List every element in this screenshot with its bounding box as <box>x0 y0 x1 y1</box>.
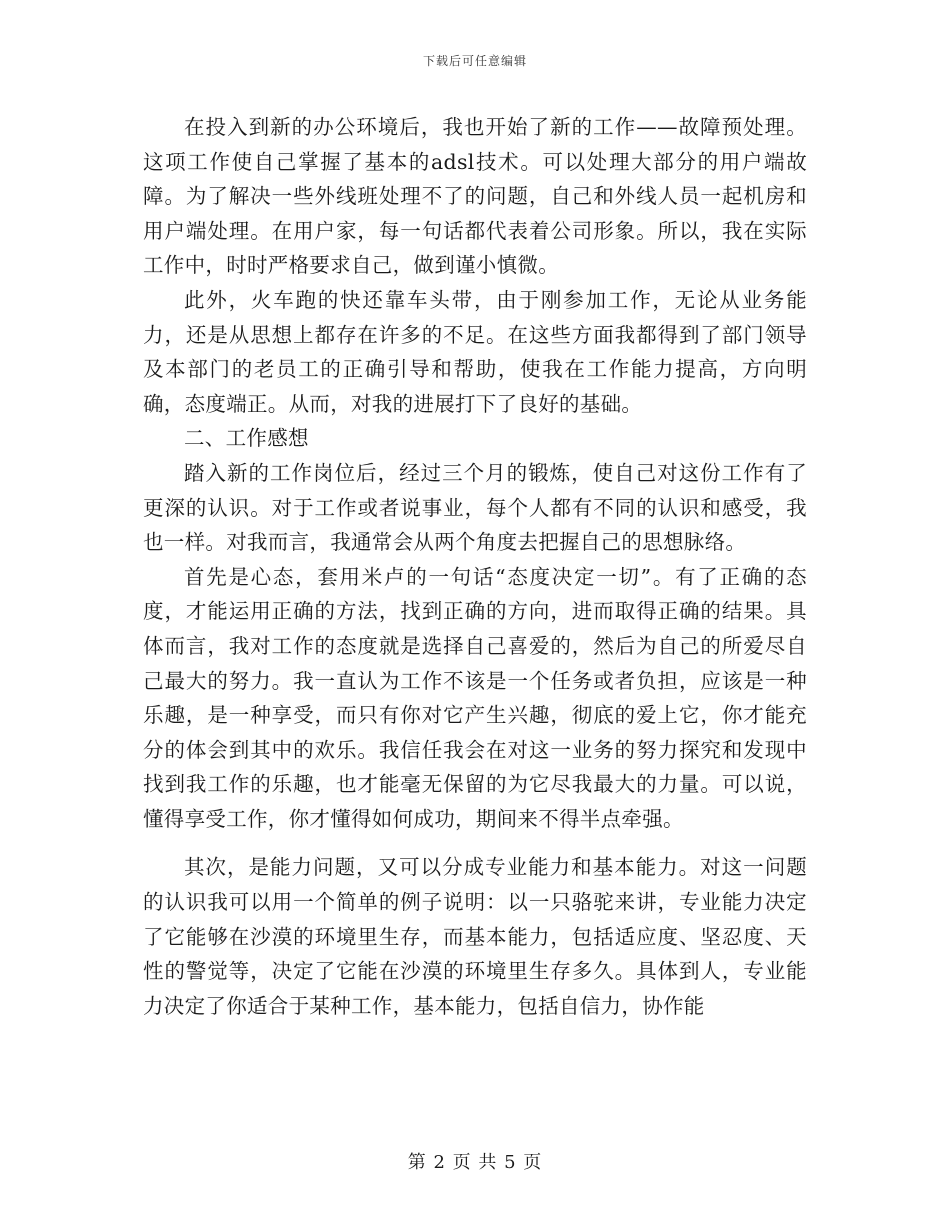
section-heading-work-reflections: 二、工作感想 <box>184 426 309 451</box>
page-number: 第 2 页 共 5 页 <box>407 1152 543 1173</box>
document-body <box>143 110 807 1023</box>
paragraph-guidance: 此外，火车跑的快还靠车头带，由于刚参加工作，无论从业务能力，还是从思想上都存在许多的不足。在这些方面我都得到了部门领导及本部门的老员工的正确引导和帮助，使我在工作能力提高，方向明确，态度端正。从而，对我的进展打下了良好的基础。 <box>143 287 807 416</box>
paragraph-fault-preprocessing: 在投入到新的办公环境后，我也开始了新的工作——故障预处理。这项工作使自己掌握了基本的adsl技术。可以处理大部分的用户端故障。为了解决一些外线班处理不了的问题，自己和外线人员一起机房和用户端处理。在用户家，每一句话都代表着公司形象。所以，我在实际工作中，时时严格要求自己，做到谨小慎微。 <box>143 115 807 278</box>
paragraph-ability: 其次，是能力问题，又可以分成专业能力和基本能力。对这一问题的认识我可以用一个简单的例子说明：以一只骆驼来讲，专业能力决定了它能够在沙漠的环境里生存，而基本能力，包括适应度、坚忍度、天性的警觉等，决定了它能在沙漠的环境里生存多久。具体到人，专业能力决定了你适合于某种工作，基本能力，包括自信力，协作能 <box>143 855 807 1018</box>
paragraph-new-position: 踏入新的工作岗位后，经过三个月的锻炼，使自己对这份工作有了更深的认识。对于工作或者说事业，每个人都有不同的认识和感受，我也一样。对我而言，我通常会从两个角度去把握自己的思想脉络。 <box>143 460 807 555</box>
paragraph-attitude: 首先是心态，套用米卢的一句话“态度决定一切”。有了正确的态度，才能运用正确的方法，找到正确的方向，进而取得正确的结果。具体而言，我对工作的态度就是选择自己喜爱的，然后为自己的所爱尽自己最大的努力。我一直认为工作不该是一个任务或者负担，应该是一种乐趣，是一种享受，而只有你对它产生兴趣，彻底的爱上它，你才能充分的体会到其中的欢乐。我信任我会在对这一业务的努力探究和发现中找到我工作的乐趣，也才能毫无保留的为它尽我最大的力量。可以说，懂得享受工作，你才懂得如何成功，期间来不得半点牵强。 <box>143 564 807 831</box>
page-header: 下载后可任意编辑 <box>422 54 527 68</box>
